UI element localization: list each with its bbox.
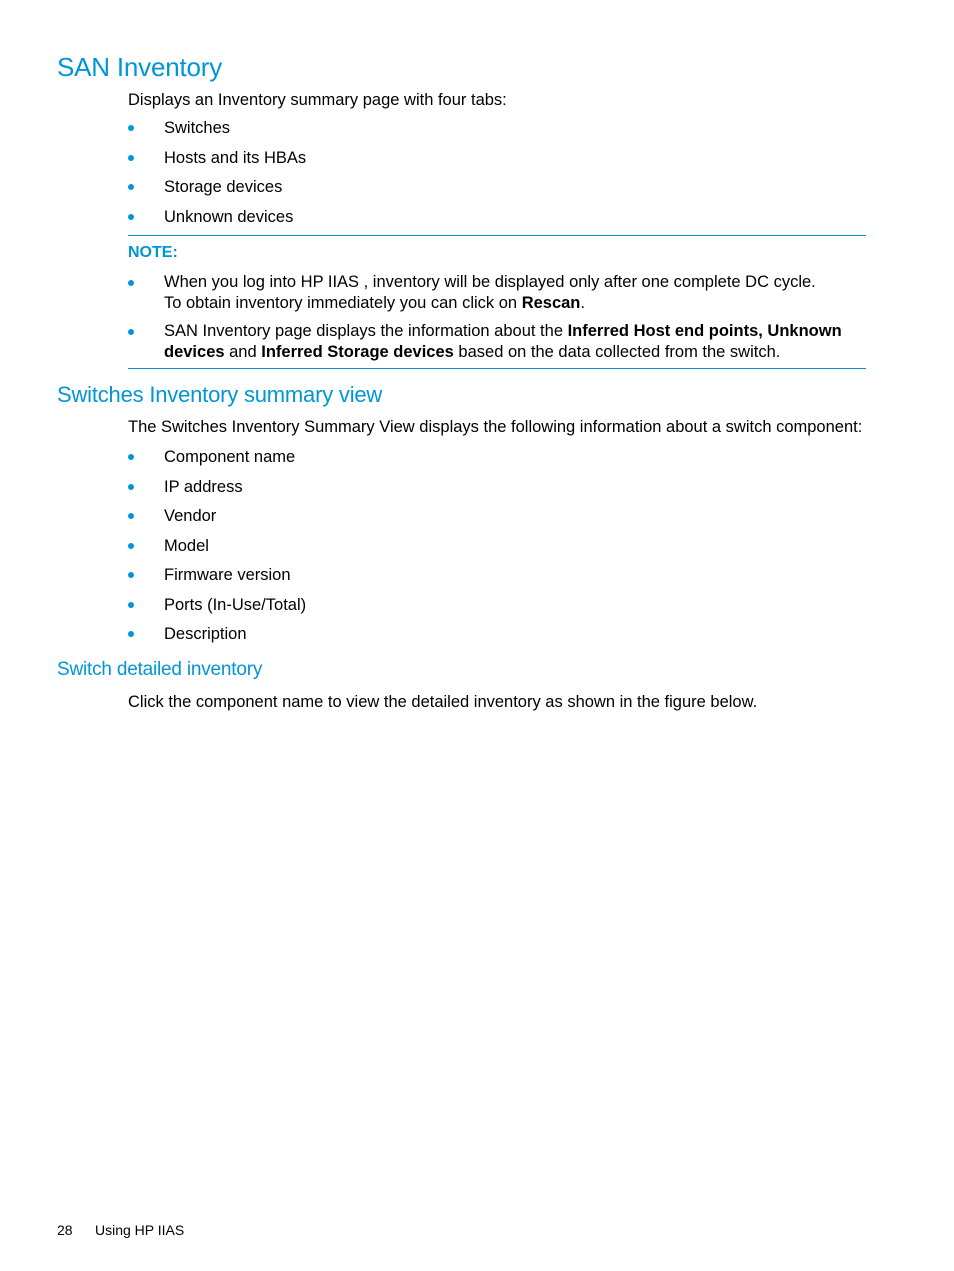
footer-chapter: Using HP IIAS [95, 1222, 185, 1238]
inferred-host-term: Inferred Host end points, Unknown devices [164, 322, 842, 361]
bullet-icon [128, 484, 134, 490]
list-item: Storage devices [128, 177, 306, 207]
rescan-term: Rescan [521, 294, 581, 312]
page-number: 28 [57, 1222, 73, 1238]
bullet-icon [128, 454, 134, 460]
bullet-icon [128, 184, 134, 190]
list-item: IP address [128, 477, 306, 507]
bullet-icon [128, 543, 134, 549]
bullet-icon [128, 214, 134, 220]
inferred-storage-term: Inferred Storage devices [261, 343, 454, 361]
list-item: Unknown devices [128, 207, 306, 237]
note-bottom-divider [128, 368, 866, 369]
switch-detailed-text: Click the component name to view the detailed inventory as shown in the figure below. [128, 693, 758, 711]
bullet-icon [128, 280, 134, 286]
list-item: Firmware version [128, 565, 306, 595]
bullet-icon [128, 513, 134, 519]
list-item: Model [128, 536, 306, 566]
list-item: Vendor [128, 506, 306, 536]
bullet-icon [128, 572, 134, 578]
note-label: NOTE: [128, 244, 178, 261]
list-item: Hosts and its HBAs [128, 148, 306, 178]
list-item: Ports (In-Use/Total) [128, 595, 306, 625]
note-item-rescan-line1: When you log into HP IIAS , inventory will be displayed only after one complete DC cycle. [164, 273, 816, 291]
switch-fields-list [128, 447, 306, 654]
bullet-icon [128, 329, 134, 335]
section-title-switches-summary: Switches Inventory summary view [57, 382, 383, 407]
bullet-icon [128, 602, 134, 608]
list-item: Switches [128, 118, 306, 148]
list-item: Description [128, 624, 306, 654]
note-item-inferred-devices: SAN Inventory page displays the information about the Inferred Host end points, Unknown devices and Inferred Storage devices based on the data collected from the switch. [128, 321, 866, 363]
switches-summary-intro: The Switches Inventory Summary View displays the following information about a switch component: [128, 418, 863, 436]
note-item-rescan: When you log into HP IIAS , inventory will be displayed only after one complete DC cycle. To obtain inventory immediately you can click on Rescan. [128, 272, 866, 314]
san-inventory-intro: Displays an Inventory summary page with four tabs: [128, 91, 507, 109]
page-footer [57, 1222, 184, 1238]
san-inventory-tabs-list [128, 118, 306, 236]
section-title-san-inventory: SAN Inventory [57, 52, 223, 82]
list-item: Component name [128, 447, 306, 477]
bullet-icon [128, 125, 134, 131]
bullet-icon [128, 631, 134, 637]
section-title-switch-detailed: Switch detailed inventory [57, 659, 263, 680]
bullet-icon [128, 155, 134, 161]
note-top-divider [128, 235, 866, 236]
